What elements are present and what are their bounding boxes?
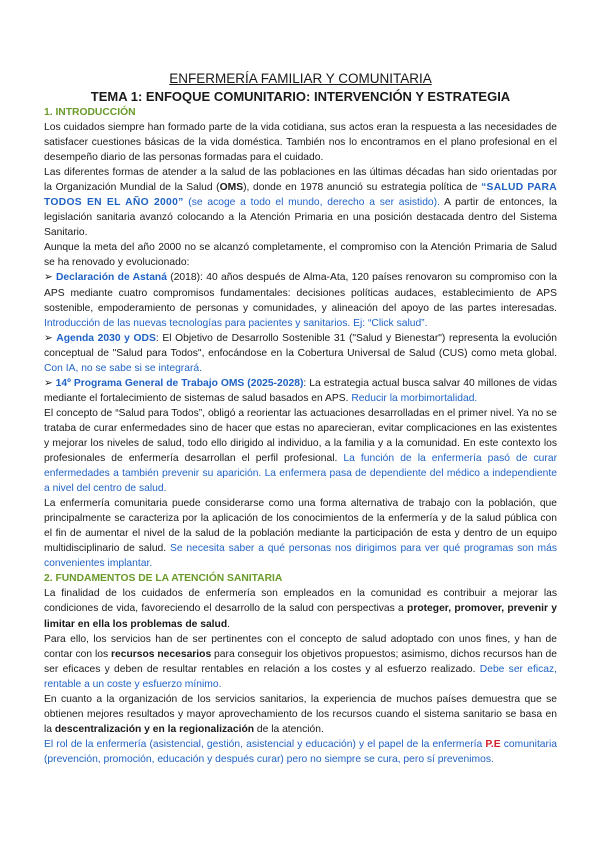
paragraph: Aunque la meta del año 2000 no se alcanzó completamente, el compromiso con la Atención Primaria de Salud se ha renovado y evolucionado: bbox=[44, 242, 557, 269]
paragraph bbox=[44, 586, 557, 631]
text: La enfermería comunitaria puede considerarse como una forma alternativa de trabajo con la población, que principalmente se caracteriza por la aplicación de los conocimientos de la enfermería y de la salud pública con el fin de aumentar el nivel de la salud de la población mediante la participación de esta y dentro de un equipo multidisciplinario de salud. bbox=[44, 498, 557, 555]
text: El rol de la enfermería (asistencial, gestión, asistencial y educación) y el papel de la enfermería bbox=[44, 738, 486, 750]
bullet-label: Agenda 2030 y ODS bbox=[56, 332, 156, 344]
emphasis: proteger, promover, prevenir y limitar en ella los problemas de salud bbox=[44, 603, 557, 630]
arrow-bullet-icon: ➢ bbox=[44, 377, 56, 389]
note: Introducción de las nuevas tecnologías para pacientes y sanitarios. Ej: “Click salud”. bbox=[44, 317, 428, 329]
document-subtitle: TEMA 1: ENFOQUE COMUNITARIO: INTERVENCIÓN Y ESTRATEGIA bbox=[90, 89, 511, 104]
acronym-oms: OMS bbox=[219, 182, 244, 194]
arrow-bullet-icon: ➢ bbox=[44, 272, 56, 284]
arrow-bullet-icon: ➢ bbox=[44, 332, 57, 344]
text: En cuanto a la organización de los servicios sanitarios, la experiencia de muchos países demuestra que se obtienen mejores resultados y mayor aprovechamiento de los recursos cuando el sistema sanitario se basa en la bbox=[44, 693, 557, 735]
paragraph bbox=[44, 406, 557, 496]
text: (2018): 40 años después de Alma-Ata, 120 países renovaron su compromiso con la APS mediante cuatro compromisos fundamentales: decisiones políticas audaces, establecimiento de APS sostenible, empoderamiento de personas y comunidades, y alineación del apoyo de las partes interesadas. bbox=[44, 272, 557, 314]
slogan: “SALUD PARA TODOS EN EL AÑO 2000” bbox=[44, 182, 558, 209]
text: Las diferentes formas de atender a la salud de las poblaciones en las últimas décadas han sido orientadas por la Organización Mundial de la Salud ( bbox=[44, 167, 557, 194]
note: (se acoge a todo el mundo, derecho a ser asistido). bbox=[183, 197, 440, 209]
text: de la atención. bbox=[254, 723, 324, 735]
bullet-label: 14º Programa General de Trabajo OMS (2025-2028) bbox=[55, 377, 304, 389]
bullet-item bbox=[44, 331, 557, 376]
bullet-item bbox=[44, 376, 557, 406]
text: . bbox=[227, 618, 230, 630]
section-heading-fundamentos: 2. FUNDAMENTOS DE LA ATENCIÓN SANITARIA bbox=[44, 573, 283, 585]
paragraph: Los cuidados siempre han formado parte de la vida cotidiana, sus actos eran la respuesta a las necesidades de satisfacer cuestiones básicas de la vida doméstica. También nos lo encontramos en el plano profesional en el desempeño diario de las personas formadas para el cuidado. bbox=[44, 122, 557, 164]
emphasis: recursos necesarios bbox=[111, 648, 212, 660]
note: Debe ser eficaz, rentable a un coste y esfuerzo mínimo. bbox=[44, 663, 557, 690]
text: A partir de entonces, la legislación sanitaria avanzó colocando a la Atención Primaria en una posición destacada dentro del Sistema Sanitario. bbox=[44, 197, 557, 239]
text: para conseguir los objetivos propuestos; asimismo, dichos recursos han de ser eficaces y deben de resultar rentables en relación a los costes y al esfuerzo realizado. bbox=[44, 648, 557, 675]
text: La finalidad de los cuidados de enfermería son empleados en la comunidad es contribuir a mejorar las condiciones de vida, favoreciendo el desarrollo de la salud con perspectivas a bbox=[44, 588, 557, 615]
text: El concepto de “Salud para Todos”, obligó a reorientar las actuaciones desarrolladas en el primer nivel. Ya no se trataba de curar enfermedades sino de hacer que estas no aparecieran, evitar complicaciones en las existentes y mejorar los niveles de salud, todo ello dirigido al individuo, a la familia y a la comunidad. En este contexto los profesionales de enfermería desarrollan el perfil profesional. bbox=[44, 407, 557, 465]
paragraph bbox=[44, 496, 557, 571]
note: Reducir la morbimortalidad. bbox=[351, 392, 478, 404]
section-heading-introduccion: 1. INTRODUCCIÓN bbox=[44, 107, 136, 118]
text: : La estrategia actual busca salvar 40 millones de vidas mediante el fortalecimiento de sistemas de salud basados en APS. bbox=[44, 377, 557, 404]
text: : El Objetivo de Desarrollo Sostenible 31 ("Salud y Bienestar") representa la evolución conceptual de "Salud para Todos", enfocándose en la Cobertura Universal de Salud (CUS) como meta global. bbox=[44, 332, 557, 359]
paragraph bbox=[44, 632, 557, 692]
paragraph bbox=[44, 692, 557, 737]
text: comunitaria (prevención, promoción, educación y después curar) pero no siempre se cura, pero sí prevenimos. bbox=[44, 738, 557, 765]
document-title: ENFERMERÍA FAMILIAR Y COMUNITARIA bbox=[169, 71, 432, 86]
note: Con IA, no se sabe si se integrará. bbox=[44, 362, 202, 374]
note: Se necesita saber a qué personas nos dirigimos para ver qué programas son más convenientes implantar. bbox=[44, 543, 557, 570]
text: ), donde en 1978 anunció su estrategia política de bbox=[243, 182, 482, 194]
accent-pe: P.E bbox=[485, 738, 501, 750]
note: La función de la enfermería pasó de curar enfermedades a también prevenir su aparición. La enfermera pasa de dependiente del médico a independiente a nivel del centro de salud. bbox=[44, 453, 557, 495]
paragraph bbox=[44, 165, 557, 240]
document-page bbox=[44, 70, 557, 767]
text: Para ello, los servicios han de ser pertinentes con el concepto de salud adoptado con unos fines, y han de contar con los bbox=[44, 633, 557, 660]
paragraph bbox=[44, 737, 557, 767]
emphasis: descentralización y en la regionalización bbox=[54, 723, 255, 735]
bullet-label: Declaración de Astaná bbox=[55, 272, 167, 284]
bullet-item bbox=[44, 270, 557, 330]
